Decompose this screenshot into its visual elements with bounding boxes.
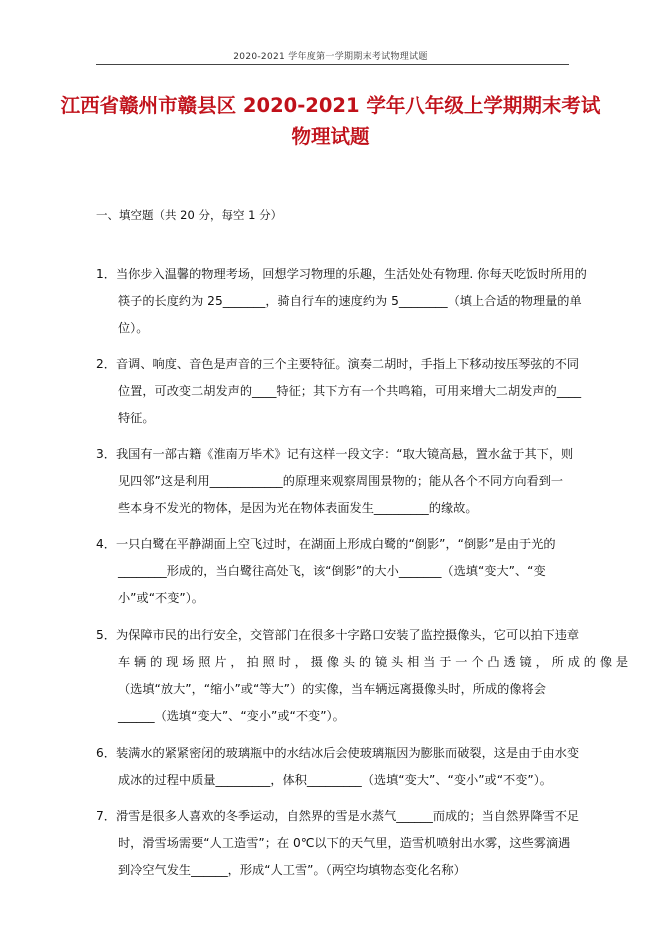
header-divider [96, 64, 569, 65]
question-2-line-3: 特征。 [118, 411, 155, 425]
question-4-line-1: 4．一只白鹭在平静湖面上空飞过时，在湖面上形成白鹭的“倒影”，“倒影”是由于光的 [96, 537, 556, 551]
question-7-line-3: 到冷空气发生______，形成“人工雪”。（两空均填物态变化名称） [118, 863, 466, 877]
question-6-line-1: 6．装满水的紧紧密闭的玻璃瓶中的水结冰后会使玻璃瓶因为膨胀而破裂，这是由于由水变 [96, 746, 580, 760]
question-4-line-2: ________形成的，当白鹭往高处飞，该“倒影”的大小_______（选填“变大”、“变 [118, 564, 546, 578]
question-1-line-2: 筷子的长度约为 25_______，骑自行车的速度约为 5________（填上合适的物理量的单 [118, 294, 582, 308]
question-5-line-2: 车 辆 的 现 场 照 片 ， 拍 照 时 ， 摄 像 头 的 镜 头 相 当 于 一 个 凸 透 镜 ， 所 成 的 像 是 [118, 655, 629, 669]
question-3-line-2: 见四邻”这是利用____________的原理来观察周围景物的；能从各个不同方向看到一 [118, 474, 564, 488]
question-5-line-1: 5．为保障市民的出行安全，交管部门在很多十字路口安装了监控摄像头，它可以拍下违章 [96, 628, 580, 642]
question-3-line-1: 3．我国有一部古籍《淮南万毕术》记有这样一段文字：“取大镜高悬，置水盆于其下，则 [96, 447, 574, 461]
document-title-line-2: 物理试题 [291, 125, 370, 148]
section-heading: 一、填空题（共 20 分，每空 1 分） [96, 208, 283, 222]
question-7-line-2: 时，滑雪场需要“人工造雪”；在 0℃以下的天气里，造雪机喷射出水雾，这些雾滴遇 [118, 836, 571, 850]
question-5-line-4: ______（选填“变大”、“变小”或“不变”）。 [118, 709, 345, 723]
question-2-line-2: 位置，可改变二胡发声的____特征；其下方有一个共鸣箱，可用来增大二胡发声的____ [118, 384, 582, 398]
question-4-line-3: 小”或“不变”）。 [118, 591, 204, 605]
question-2-line-1: 2．音调、响度、音色是声音的三个主要特征。演奏二胡时，手指上下移动按压琴弦的不同 [96, 357, 580, 371]
question-1-line-3: 位）。 [118, 321, 149, 335]
question-3-line-3: 些本身不发光的物体，是因为光在物体表面发生_________的缘故。 [118, 501, 478, 515]
question-5-line-3: （选填“放大”，“缩小”或“等大”）的实像，当车辆远离摄像头时，所成的像将会 [118, 682, 546, 696]
document-title-line-1: 江西省赣州市赣县区 2020-2021 学年八年级上学期期末考试 [60, 94, 601, 117]
question-7-line-1: 7．滑雪是很多人喜欢的冬季运动，自然界的雪是水蒸气______而成的；当自然界降雪不足 [96, 809, 580, 823]
question-1-line-1: 1．当你步入温馨的物理考场，回想学习物理的乐趣，生活处处有物理. 你每天吃饭时所用的 [96, 267, 587, 281]
running-header: 2020-2021 学年度第一学期期末考试物理试题 [233, 52, 428, 62]
question-6-line-2: 成冰的过程中质量_________，体积_________（选填“变大”、“变小”或“不变”）。 [118, 773, 552, 787]
